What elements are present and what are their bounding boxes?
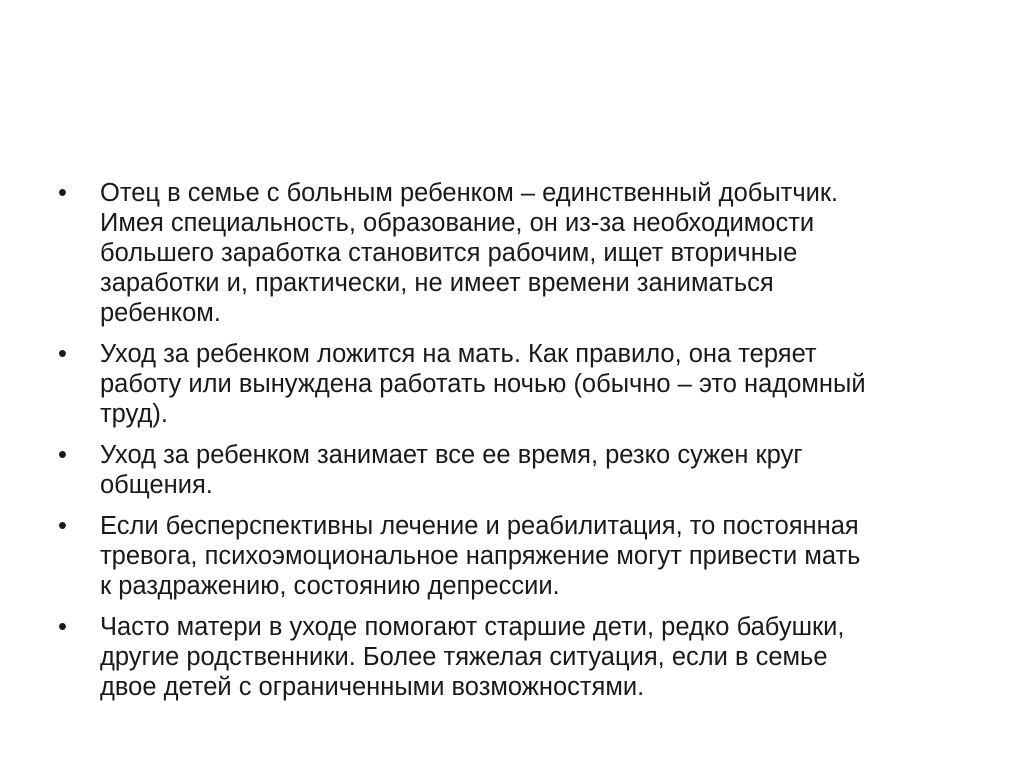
bullet-line: Если бесперспективны лечение и реабилитация, то постоянная	[100, 512, 859, 540]
bullet-list	[58, 178, 978, 713]
bullet-line: другие родственники. Более тяжелая ситуация, если в семье	[100, 643, 828, 671]
bullet-icon: •	[58, 441, 67, 469]
bullet-line: тревога, психоэмоциональное напряжение могут привести мать	[100, 542, 861, 570]
bullet-line: труд).	[100, 400, 168, 428]
bullet-item-mother-care	[58, 339, 978, 429]
bullet-line: Отец в семье с больным ребенком – единственный добытчик.	[100, 179, 839, 207]
bullet-line: Уход за ребенком ложится на мать. Как правило, она теряет	[100, 340, 817, 368]
bullet-line: работу или вынуждена работать ночью (обычно – это надомный	[100, 370, 866, 398]
bullet-line: Имея специальность, образование, он из-за необходимости	[100, 209, 815, 237]
bullet-line: Уход за ребенком занимает все ее время, резко сужен круг	[100, 441, 803, 469]
bullet-item-father	[58, 178, 978, 328]
bullet-line: двое детей с ограниченными возможностями.	[100, 673, 645, 701]
bullet-icon: •	[58, 179, 67, 207]
bullet-item-time	[58, 440, 978, 500]
bullet-icon: •	[58, 340, 67, 368]
bullet-icon: •	[58, 613, 67, 641]
bullet-line: заработки и, практически, не имеет времени заниматься	[100, 269, 774, 297]
bullet-line: большего заработка становится рабочим, ищет вторичные	[100, 239, 798, 267]
bullet-line: Часто матери в уходе помогают старшие дети, редко бабушки,	[100, 613, 845, 641]
bullet-line: к раздражению, состоянию депрессии.	[100, 572, 560, 600]
bullet-line: ребенком.	[100, 299, 221, 327]
bullet-item-stress	[58, 511, 978, 601]
bullet-item-help	[58, 612, 978, 702]
bullet-line: общения.	[100, 471, 213, 499]
bullet-icon: •	[58, 512, 67, 540]
